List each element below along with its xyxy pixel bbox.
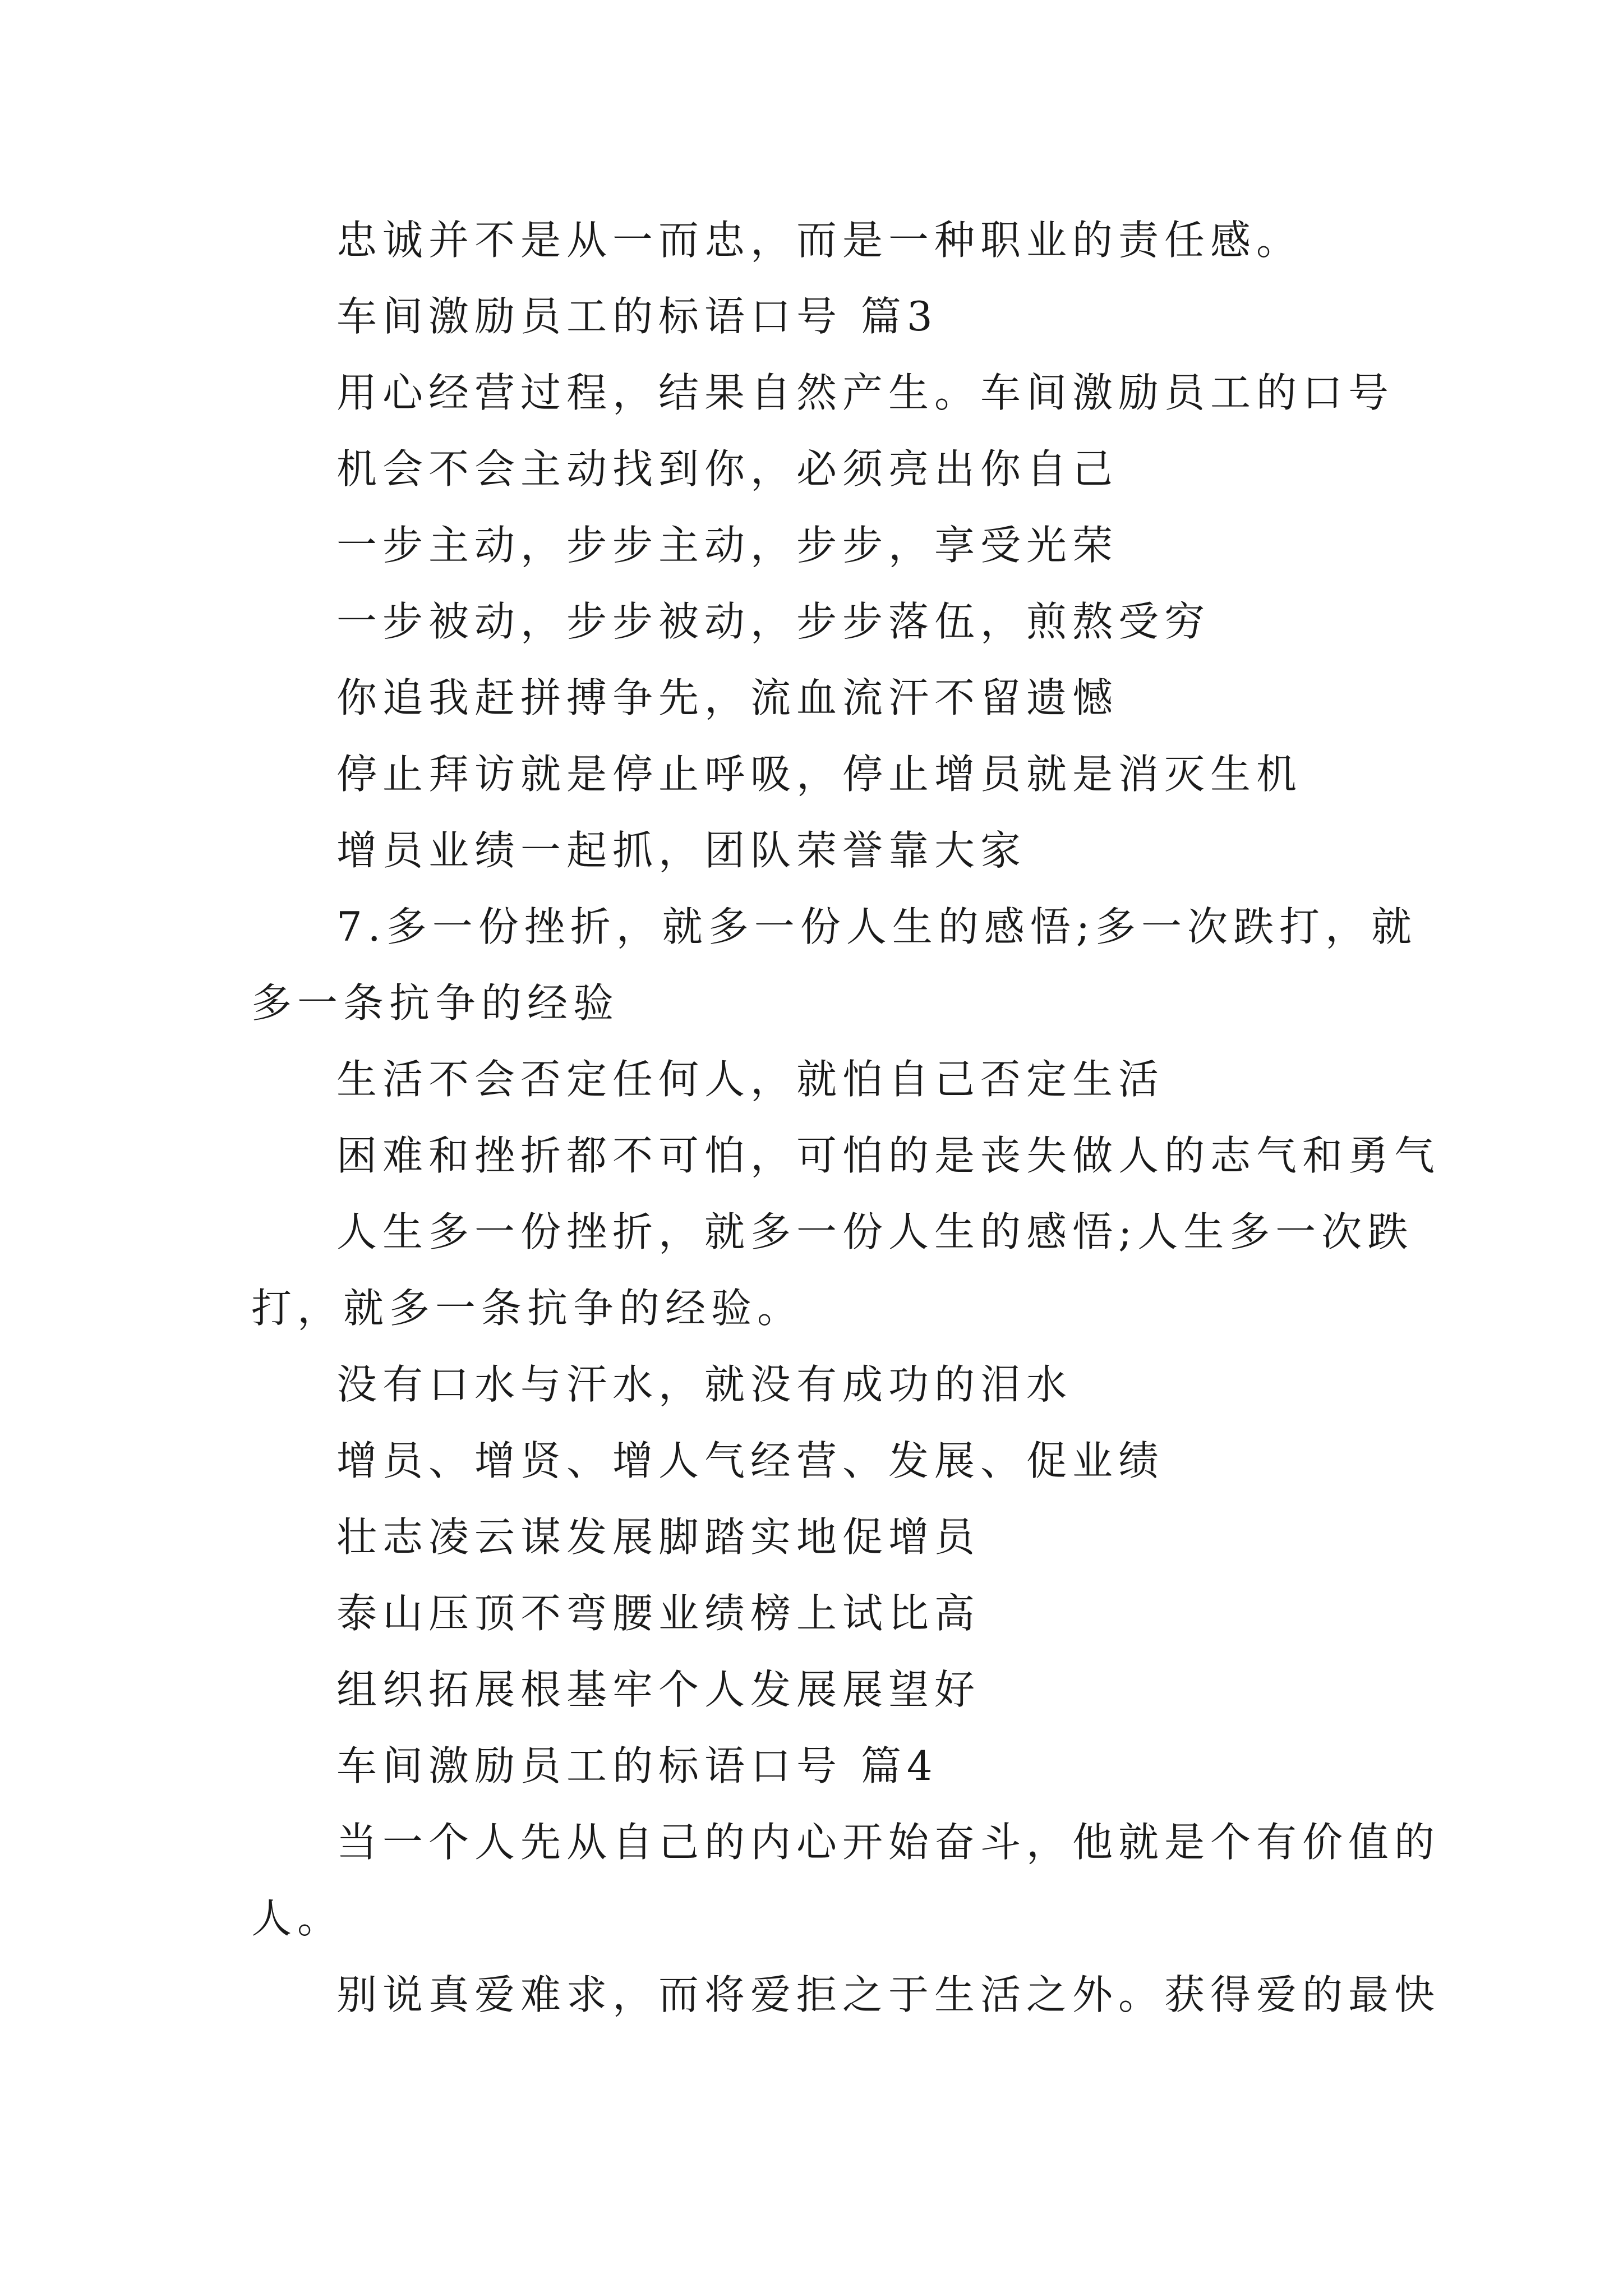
text-line: 增员业绩一起抓，团队荣誉靠大家	[336, 827, 1027, 874]
text-line: 别说真爱难求，而将爱拒之于生活之外。获得爱的最快	[336, 1971, 1441, 2018]
text-line: 忠诚并不是从一而忠，而是一种职业的责任感。	[336, 217, 1303, 264]
section-heading: 车间激励员工的标语口号 篇4	[336, 1742, 938, 1789]
text-line: 人生多一份挫折，就多一份人生的感悟;人生多一次跌	[336, 1208, 1414, 1255]
text-line: 组织拓展根基牢个人发展展望好	[336, 1666, 981, 1713]
section-heading: 车间激励员工的标语口号 篇3	[336, 293, 938, 340]
text-line: 一步被动，步步被动，步步落伍，煎熬受穷	[336, 598, 1211, 645]
text-line-continuation: 多一条抗争的经验	[251, 979, 620, 1027]
text-line: 生活不会否定任何人，就怕自己否定生活	[336, 1056, 1165, 1103]
text-line: 停止拜访就是停止呼吸，停止增员就是消灭生机	[336, 751, 1303, 798]
text-line: 你追我赶拼搏争先，流血流汗不留遗憾	[336, 674, 1119, 721]
text-line: 机会不会主动找到你，必须亮出你自己	[336, 445, 1119, 493]
text-line-continuation: 打，就多一条抗争的经验。	[251, 1285, 804, 1332]
text-line: 7.多一份挫折，就多一份人生的感悟;多一次跌打，就	[336, 903, 1417, 950]
text-line: 泰山压顶不弯腰业绩榜上试比高	[336, 1590, 981, 1637]
text-line: 一步主动，步步主动，步步，享受光荣	[336, 522, 1119, 569]
text-line: 困难和挫折都不可怕，可怕的是丧失做人的志气和勇气	[336, 1132, 1441, 1179]
text-line: 用心经营过程，结果自然产生。车间激励员工的口号	[336, 369, 1395, 416]
text-line: 当一个人先从自己的内心开始奋斗，他就是个有价值的	[336, 1819, 1441, 1866]
text-line: 壮志凌云谋发展脚踏实地促增员	[336, 1513, 981, 1561]
text-line: 没有口水与汗水，就没有成功的泪水	[336, 1361, 1073, 1408]
text-line-continuation: 人。	[251, 1895, 344, 1942]
text-line: 增员、增贤、增人气经营、发展、促业绩	[336, 1437, 1165, 1484]
